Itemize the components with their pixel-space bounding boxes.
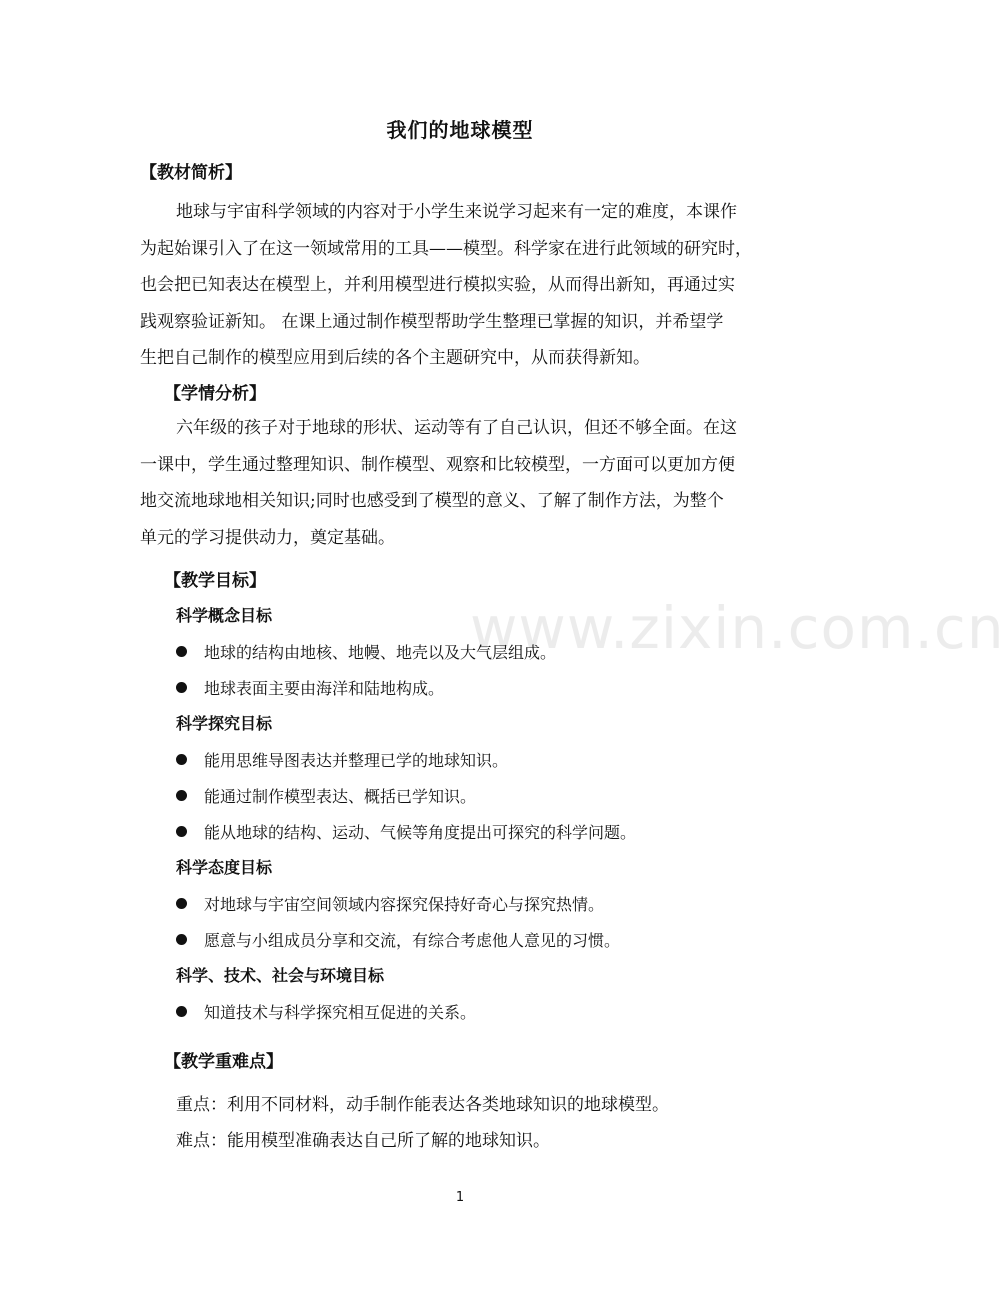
section-heading-key-points: 【教学重难点】 xyxy=(164,1052,283,1072)
subheading-concept-goals: 科学概念目标 xyxy=(176,606,273,625)
page-number: 1 xyxy=(455,1190,465,1205)
bullet-dot xyxy=(176,1006,187,1017)
document-title: 我们的地球模型 xyxy=(386,118,534,142)
bullet-dot xyxy=(176,682,187,693)
paragraph-line: 地球与宇宙科学领域的内容对于小学生来说学习起来有一定的难度，本课作 xyxy=(176,202,737,222)
difficult-point-text: 难点：能用模型准确表达自己所了解的地球知识。 xyxy=(176,1131,550,1151)
paragraph-line: 践观察验证新知。 在课上通过制作模型帮助学生整理已掌握的知识，并希望学 xyxy=(140,311,724,332)
bullet-text: 能用思维导图表达并整理已学的地球知识。 xyxy=(204,751,509,770)
paragraph-line: 也会把已知表达在模型上，并利用模型进行模拟实验，从而得出新知，再通过实 xyxy=(140,275,735,295)
bullet-text: 能从地球的结构、运动、气候等角度提出可探究的科学问题。 xyxy=(204,823,637,842)
section-heading-textbook-analysis: 【教材简析】 xyxy=(140,163,242,183)
bullet-dot xyxy=(176,934,187,945)
bullet-dot xyxy=(176,898,187,909)
bullet-item xyxy=(176,676,444,699)
bullet-dot xyxy=(176,646,187,657)
bullet-dot xyxy=(176,754,187,765)
paragraph-line: 一课中，学生通过整理知识、制作模型、观察和比较模型，一方面可以更加方便 xyxy=(140,454,735,475)
subheading-attitude-goals: 科学态度目标 xyxy=(176,858,273,877)
paragraph-line: 单元的学习提供动力，奠定基础。 xyxy=(140,527,395,548)
bullet-text: 对地球与宇宙空间领域内容探究保持好奇心与探究热情。 xyxy=(204,895,605,914)
section-heading-learner-analysis: 【学情分析】 xyxy=(164,384,266,404)
subheading-stse-goals: 科学、技术、社会与环境目标 xyxy=(176,966,385,985)
paragraph-learner-analysis xyxy=(140,410,786,556)
paragraph-line: 为起始课引入了在这一领域常用的工具——模型。科学家在进行此领域的研究时， xyxy=(140,238,752,259)
bullet-text: 地球的结构由地核、地幔、地壳以及大气层组成。 xyxy=(204,643,557,662)
bullet-item xyxy=(176,784,476,807)
bullet-item xyxy=(176,640,556,663)
paragraph-line: 六年级的孩子对于地球的形状、运动等有了自己认识，但还不够全面。在这 xyxy=(176,418,737,438)
bullet-text: 愿意与小组成员分享和交流，有综合考虑他人意见的习惯。 xyxy=(204,931,621,950)
bullet-item xyxy=(176,892,604,915)
bullet-dot xyxy=(176,826,187,837)
key-point-text: 重点：利用不同材料，动手制作能表达各类地球知识的地球模型。 xyxy=(176,1095,669,1115)
bullet-dot xyxy=(176,790,187,801)
bullet-text: 地球表面主要由海洋和陆地构成。 xyxy=(204,679,445,698)
bullet-item xyxy=(176,1000,476,1023)
bullet-item xyxy=(176,928,620,951)
paragraph-line: 生把自己制作的模型应用到后续的各个主题研究中，从而获得新知。 xyxy=(140,348,650,368)
section-heading-teaching-goals: 【教学目标】 xyxy=(164,571,266,591)
bullet-item xyxy=(176,820,636,843)
paragraph-textbook-analysis xyxy=(140,194,786,377)
paragraph-line: 地交流地球地相关知识;同时也感受到了模型的意义、了解了制作方法，为整个 xyxy=(140,491,724,511)
subheading-inquiry-goals: 科学探究目标 xyxy=(176,714,273,733)
bullet-item xyxy=(176,748,508,771)
watermark: www.zixin.com.cn xyxy=(470,594,1005,662)
bullet-text: 能通过制作模型表达、概括已学知识。 xyxy=(204,787,477,806)
bullet-text: 知道技术与科学探究相互促进的关系。 xyxy=(204,1003,477,1022)
